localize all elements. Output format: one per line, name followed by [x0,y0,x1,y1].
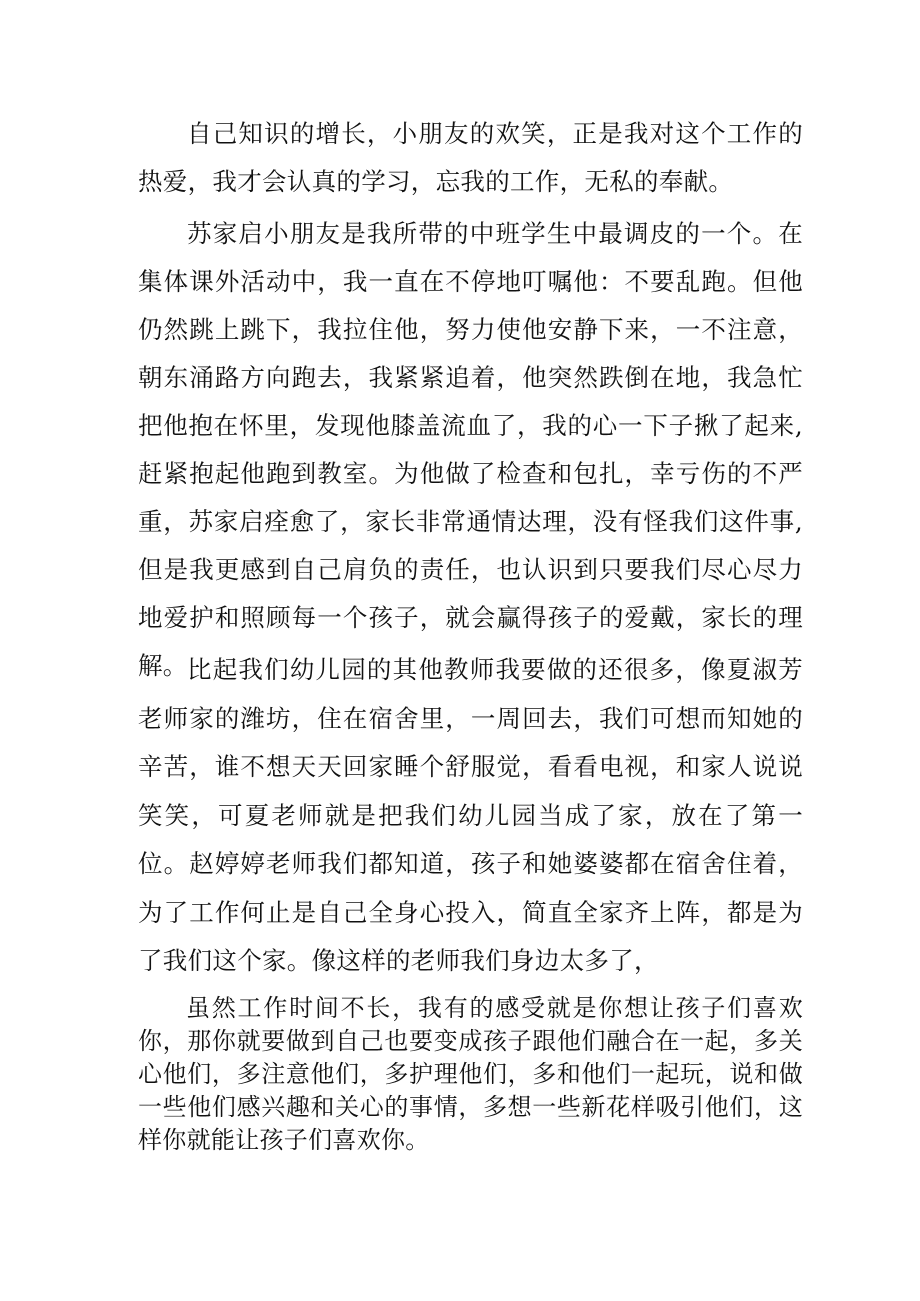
paragraph-2: 苏家启小朋友是我所带的中班学生中最调皮的一个。在集体课外活动中，我一直在不停地叮嘱他：不要乱跑。但他仍然跳上跳下，我拉住他，努力使他安静下来，一不注意，朝东涌路方向跑去，我紧紧追着，他突然跌倒在地，我急忙把他抱在怀里，发现他膝盖流血了，我的心一下子揪了起来,赶紧抱起他跑到教室。为他做了检查和包扎，幸亏伤的不严重，苏家启痊愈了，家长非常通情达理，没有怪我们这件事,但是我更感到自己肩负的责任，也认识到只要我们尽心尽力地爱护和照顾每一个孩子，就会赢得孩子的爱戴，家长的理解。 [138,219,803,680]
paragraph-3: 比起我们幼儿园的其他教师我要做的还很多，像夏淑芳老师家的潍坊，住在宿舍里，一周回去，我们可想而知她的辛苦，谁不想天天回家睡个舒服觉，看看电视，和家人说说笑笑，可夏老师就是把我们幼儿园当成了家，放在了第一位。赵婷婷老师我们都知道，孩子和她婆婆都在宿舍住着，为了工作何止是自己全身心投入，简直全家齐上阵，都是为了我们这个家。像这样的老师我们身边太多了， [138,655,803,975]
paragraph-4: 虽然工作时间不长，我有的感受就是你想让孩子们喜欢你，那你就要做到自己也要变成孩子跟他们融合在一起，多关心他们，多注意他们，多护理他们，多和他们一起玩，说和做一些他们感兴趣和关心的事情，多想一些新花样吸引他们，这样你就能让孩子们喜欢你。 [138,994,803,1154]
paragraph-1: 自己知识的增长，小朋友的欢笑，正是我对这个工作的热爱，我才会认真的学习，忘我的工作，无私的奉献。 [138,119,803,196]
